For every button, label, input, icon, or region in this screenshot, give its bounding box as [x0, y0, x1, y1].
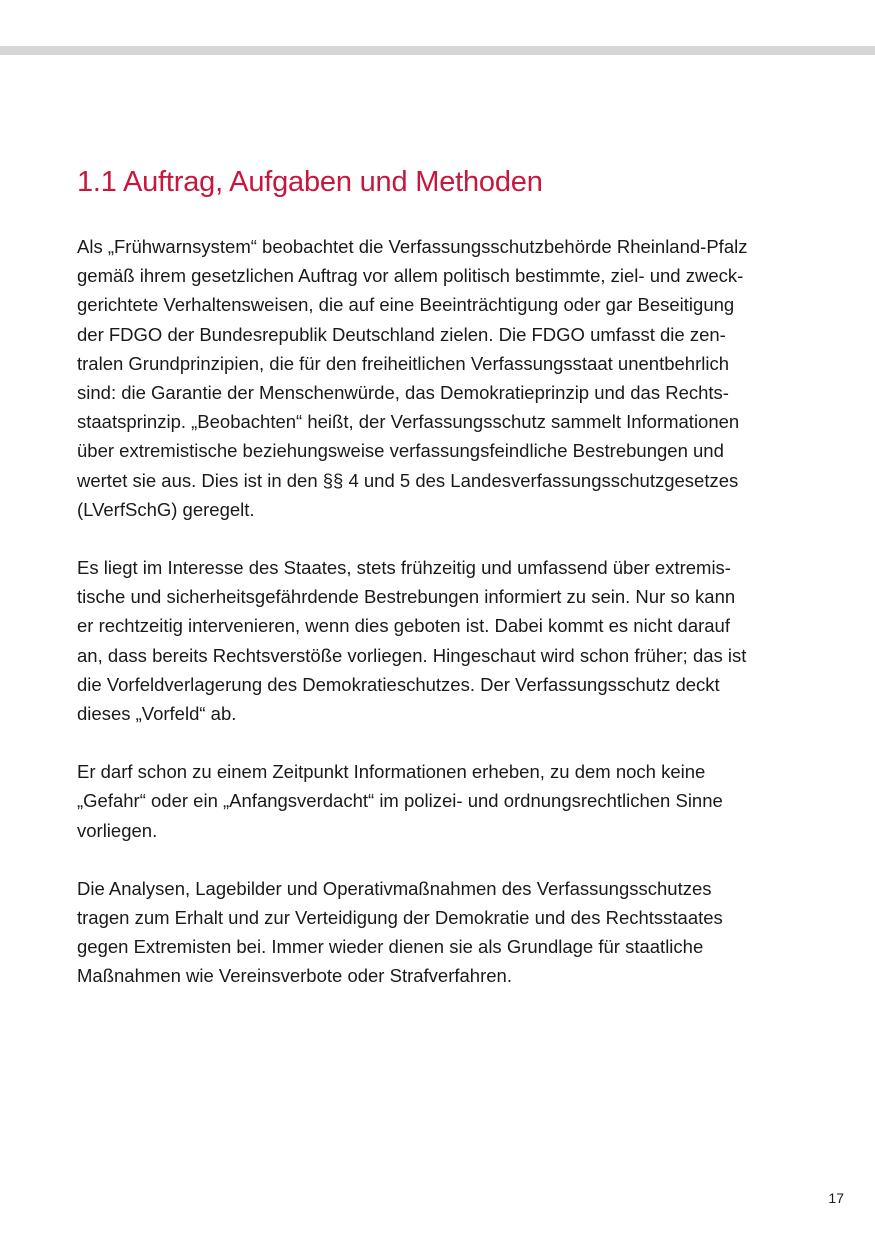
top-rule	[0, 46, 875, 55]
paragraph-2	[77, 553, 799, 728]
text-line: „Gefahr“ oder ein „Anfangsverdacht“ im polizei- und ordnungsrechtlichen Sinne	[77, 790, 723, 812]
paragraph-1	[77, 232, 799, 524]
text-line: an, dass bereits Rechtsverstöße vorliegen. Hingeschaut wird schon früher; das ist	[77, 644, 747, 666]
section-title: 1.1 Auftrag, Aufgaben und Methoden	[77, 166, 543, 198]
text-line: tische und sicherheitsgefährdende Bestrebungen informiert zu sein. Nur so kann	[77, 586, 736, 608]
text-line: dieses „Vorfeld“ ab.	[77, 703, 237, 725]
text-line: er rechtzeitig intervenieren, wenn dies geboten ist. Dabei kommt es nicht darauf	[77, 615, 730, 637]
text-line: gegen Extremisten bei. Immer wieder dienen sie als Grundlage für staatliche	[77, 936, 704, 958]
text-line: Maßnahmen wie Vereinsverbote oder Strafverfahren.	[77, 965, 512, 987]
page-number: 17	[828, 1190, 844, 1206]
text-line: staatsprinzip. „Beobachten“ heißt, der Verfassungsschutz sammelt Informationen	[77, 411, 740, 433]
text-line: Die Analysen, Lagebilder und Operativmaßnahmen des Verfassungsschutzes	[77, 877, 712, 899]
body-text	[77, 232, 799, 1020]
paragraph-4	[77, 874, 799, 991]
text-line: sind: die Garantie der Menschenwürde, das Demokratieprinzip und das Rechts-	[77, 382, 729, 404]
text-line: gerichtete Verhaltensweisen, die auf eine Beeinträchtigung oder gar Beseitigung	[77, 294, 735, 316]
text-line: Es liegt im Interesse des Staates, stets frühzeitig und umfassend über extremis-	[77, 557, 731, 579]
paragraph-3	[77, 757, 799, 845]
text-line: vorliegen.	[77, 819, 158, 841]
text-line: tragen zum Erhalt und zur Verteidigung der Demokratie und des Rechtsstaates	[77, 907, 723, 929]
text-line: Als „Frühwarnsystem“ beobachtet die Verfassungsschutzbehörde Rheinland-Pfalz	[77, 236, 748, 257]
text-line: wertet sie aus. Dies ist in den §§ 4 und 5 des Landesverfassungsschutzgesetzes	[77, 469, 739, 491]
text-line: der FDGO der Bundesrepublik Deutschland zielen. Die FDGO umfasst die zen-	[77, 323, 726, 345]
text-line: die Vorfeldverlagerung des Demokratieschutzes. Der Verfassungsschutz deckt	[77, 673, 720, 695]
text-line: tralen Grundprinzipien, die für den freiheitlichen Verfassungsstaat unentbehrlich	[77, 352, 730, 374]
text-line: über extremistische beziehungsweise verfassungsfeindliche Bestrebungen und	[77, 440, 724, 462]
text-line: gemäß ihrem gesetzlichen Auftrag vor allem politisch bestimmte, ziel- und zweck-	[77, 265, 744, 287]
text-line: (LVerfSchG) geregelt.	[77, 498, 255, 520]
text-line: Er darf schon zu einem Zeitpunkt Informationen erheben, zu dem noch keine	[77, 761, 706, 783]
